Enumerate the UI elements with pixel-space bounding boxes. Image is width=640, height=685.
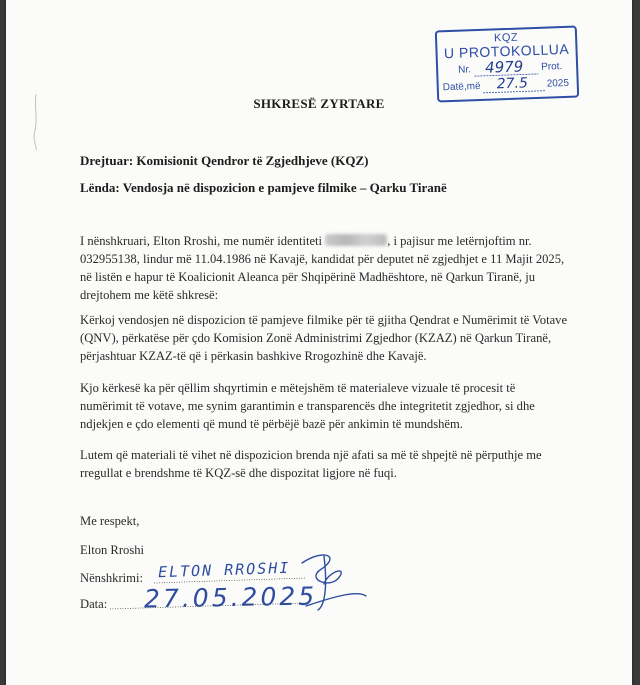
paragraph-purpose: Kjo kërkesë ka për qëllim shqyrtimin e mëtejshëm të materialeve vizuale të procesit të numërimit të votave, me synim garantimin e transparencës dhe integritetit zgjedhor, si dhe ndjekjen e çdo elementi që mund të përbëjë bazë për ankimin të mundshëm. xyxy=(80,381,535,431)
stamp-prot-label: Prot. xyxy=(540,61,563,73)
paragraph-identity-end: , i pajisur me letërnjoftim nr. 032955138, lindur më 11.04.1986 në Kavajë, kandidat për deputet në zgjedhjet e 11 Majit 2025, në listën e hapur të Koalicionit Aleanca për Shqipërinë Madhështore, në Qarkun Tiranë, ju drejtohem me këtë shkresë: xyxy=(80,234,565,302)
paragraph-request: Kërkoj vendosjen në dispozicion të pamjeve filmike për të gjitha Qendrat e Numërimit të Votave (QNV), përkatëse për çdo Komision Zonë Administrimi Zgjedhor (KZAZ) në Qarkun Tiranë, përjashtuar KZAZ-të që i përkasin bashkive Rrogozhinë dhe Kavajë. xyxy=(80,313,568,363)
closing-line: Me respekt, xyxy=(80,514,140,528)
registry-stamp xyxy=(435,26,579,103)
document-heading: SHKRESË ZYRTARE xyxy=(253,96,385,111)
subject-line: Lënda: Vendosja në dispozicion e pamjeve filmike – Qarku Tiranë xyxy=(80,180,447,195)
handwritten-date: 27.05.2025 xyxy=(143,581,318,614)
date-label: Data: xyxy=(80,597,108,611)
stamp-nr-label: Nr. xyxy=(457,64,472,76)
recipient-line: Drejtuar: Komisionit Qendror të Zgjedhjeve (KQZ) xyxy=(80,153,369,168)
stamp-handwritten-date: 27.5 xyxy=(496,75,529,93)
handwritten-signature-name: ELTON RROSHI xyxy=(157,558,291,582)
stamp-institution: KQZ xyxy=(493,31,519,45)
paragraph-identity xyxy=(80,232,570,304)
signer-name: Elton Rroshi xyxy=(80,543,145,557)
stamp-handwritten-number: 4979 xyxy=(484,57,524,77)
stamp-date-label: Datë,më xyxy=(442,80,481,94)
paragraph-identity-start: I nënshkruari, Elton Rroshi, me numër identiteti xyxy=(80,234,323,248)
redacted-id-number xyxy=(325,234,387,246)
stamp-year-value: 2025 xyxy=(546,77,570,90)
document-page xyxy=(6,0,632,685)
stamp-title: U PROTOKOLLUA xyxy=(443,40,570,62)
signature-label: Nënshkrimi: xyxy=(80,571,143,585)
paragraph-deadline: Lutem që materiali të vihet në dispozicion brenda një afati sa më të shpejtë në përputhje me rregullat e brendshme të KQZ-së dhe dispozitat ligjore në fuqi. xyxy=(80,448,542,480)
